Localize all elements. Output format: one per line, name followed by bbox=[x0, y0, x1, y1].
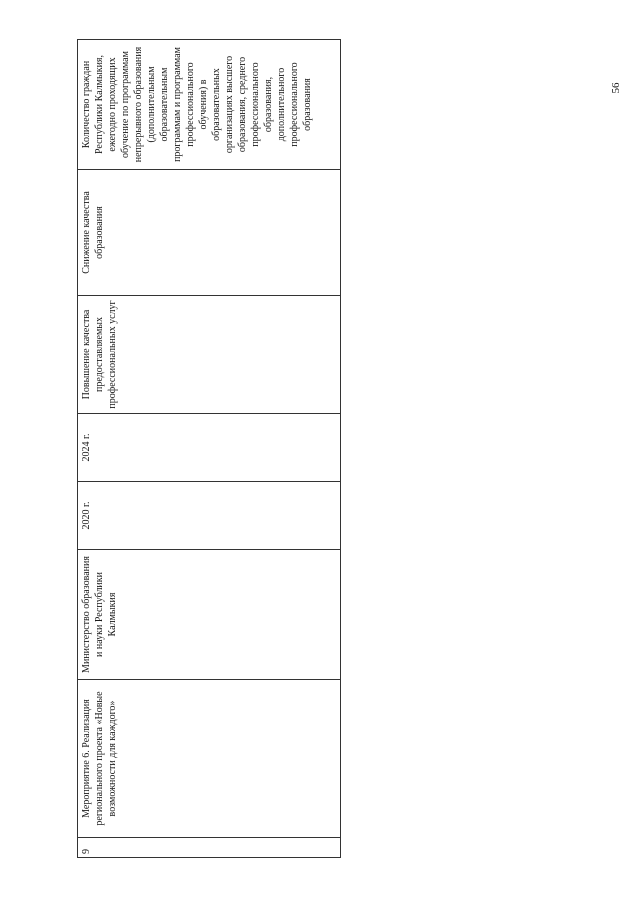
executor-cell: Министерство образования и науки Республики Калмыкия bbox=[78, 550, 341, 680]
consequence-cell: Снижение качества образования bbox=[78, 170, 341, 296]
end-date-cell: 2024 г. bbox=[78, 414, 341, 482]
page-number: 56 bbox=[610, 82, 622, 94]
result-cell: Повышение качества предоставляемых профессиональных услуг bbox=[78, 296, 341, 414]
row-number: 9 bbox=[78, 838, 341, 858]
start-date-cell: 2020 г. bbox=[78, 482, 341, 550]
event-cell: Мероприятие 6. Реализация регионального проекта «Новые возможности для каждого» bbox=[78, 680, 341, 838]
table-row bbox=[78, 40, 341, 858]
indicator-cell: Количество граждан Республики Калмыкия, ежегодно проходящих обучение по программам непрерывного образования (дополнительным образовательным программам и программам профессионального обучения) в образовательных организациях высшего образования, среднего профессионального образования, дополнительного профессионального образования bbox=[78, 40, 341, 170]
program-table bbox=[77, 39, 341, 858]
table-wrapper bbox=[77, 40, 341, 858]
